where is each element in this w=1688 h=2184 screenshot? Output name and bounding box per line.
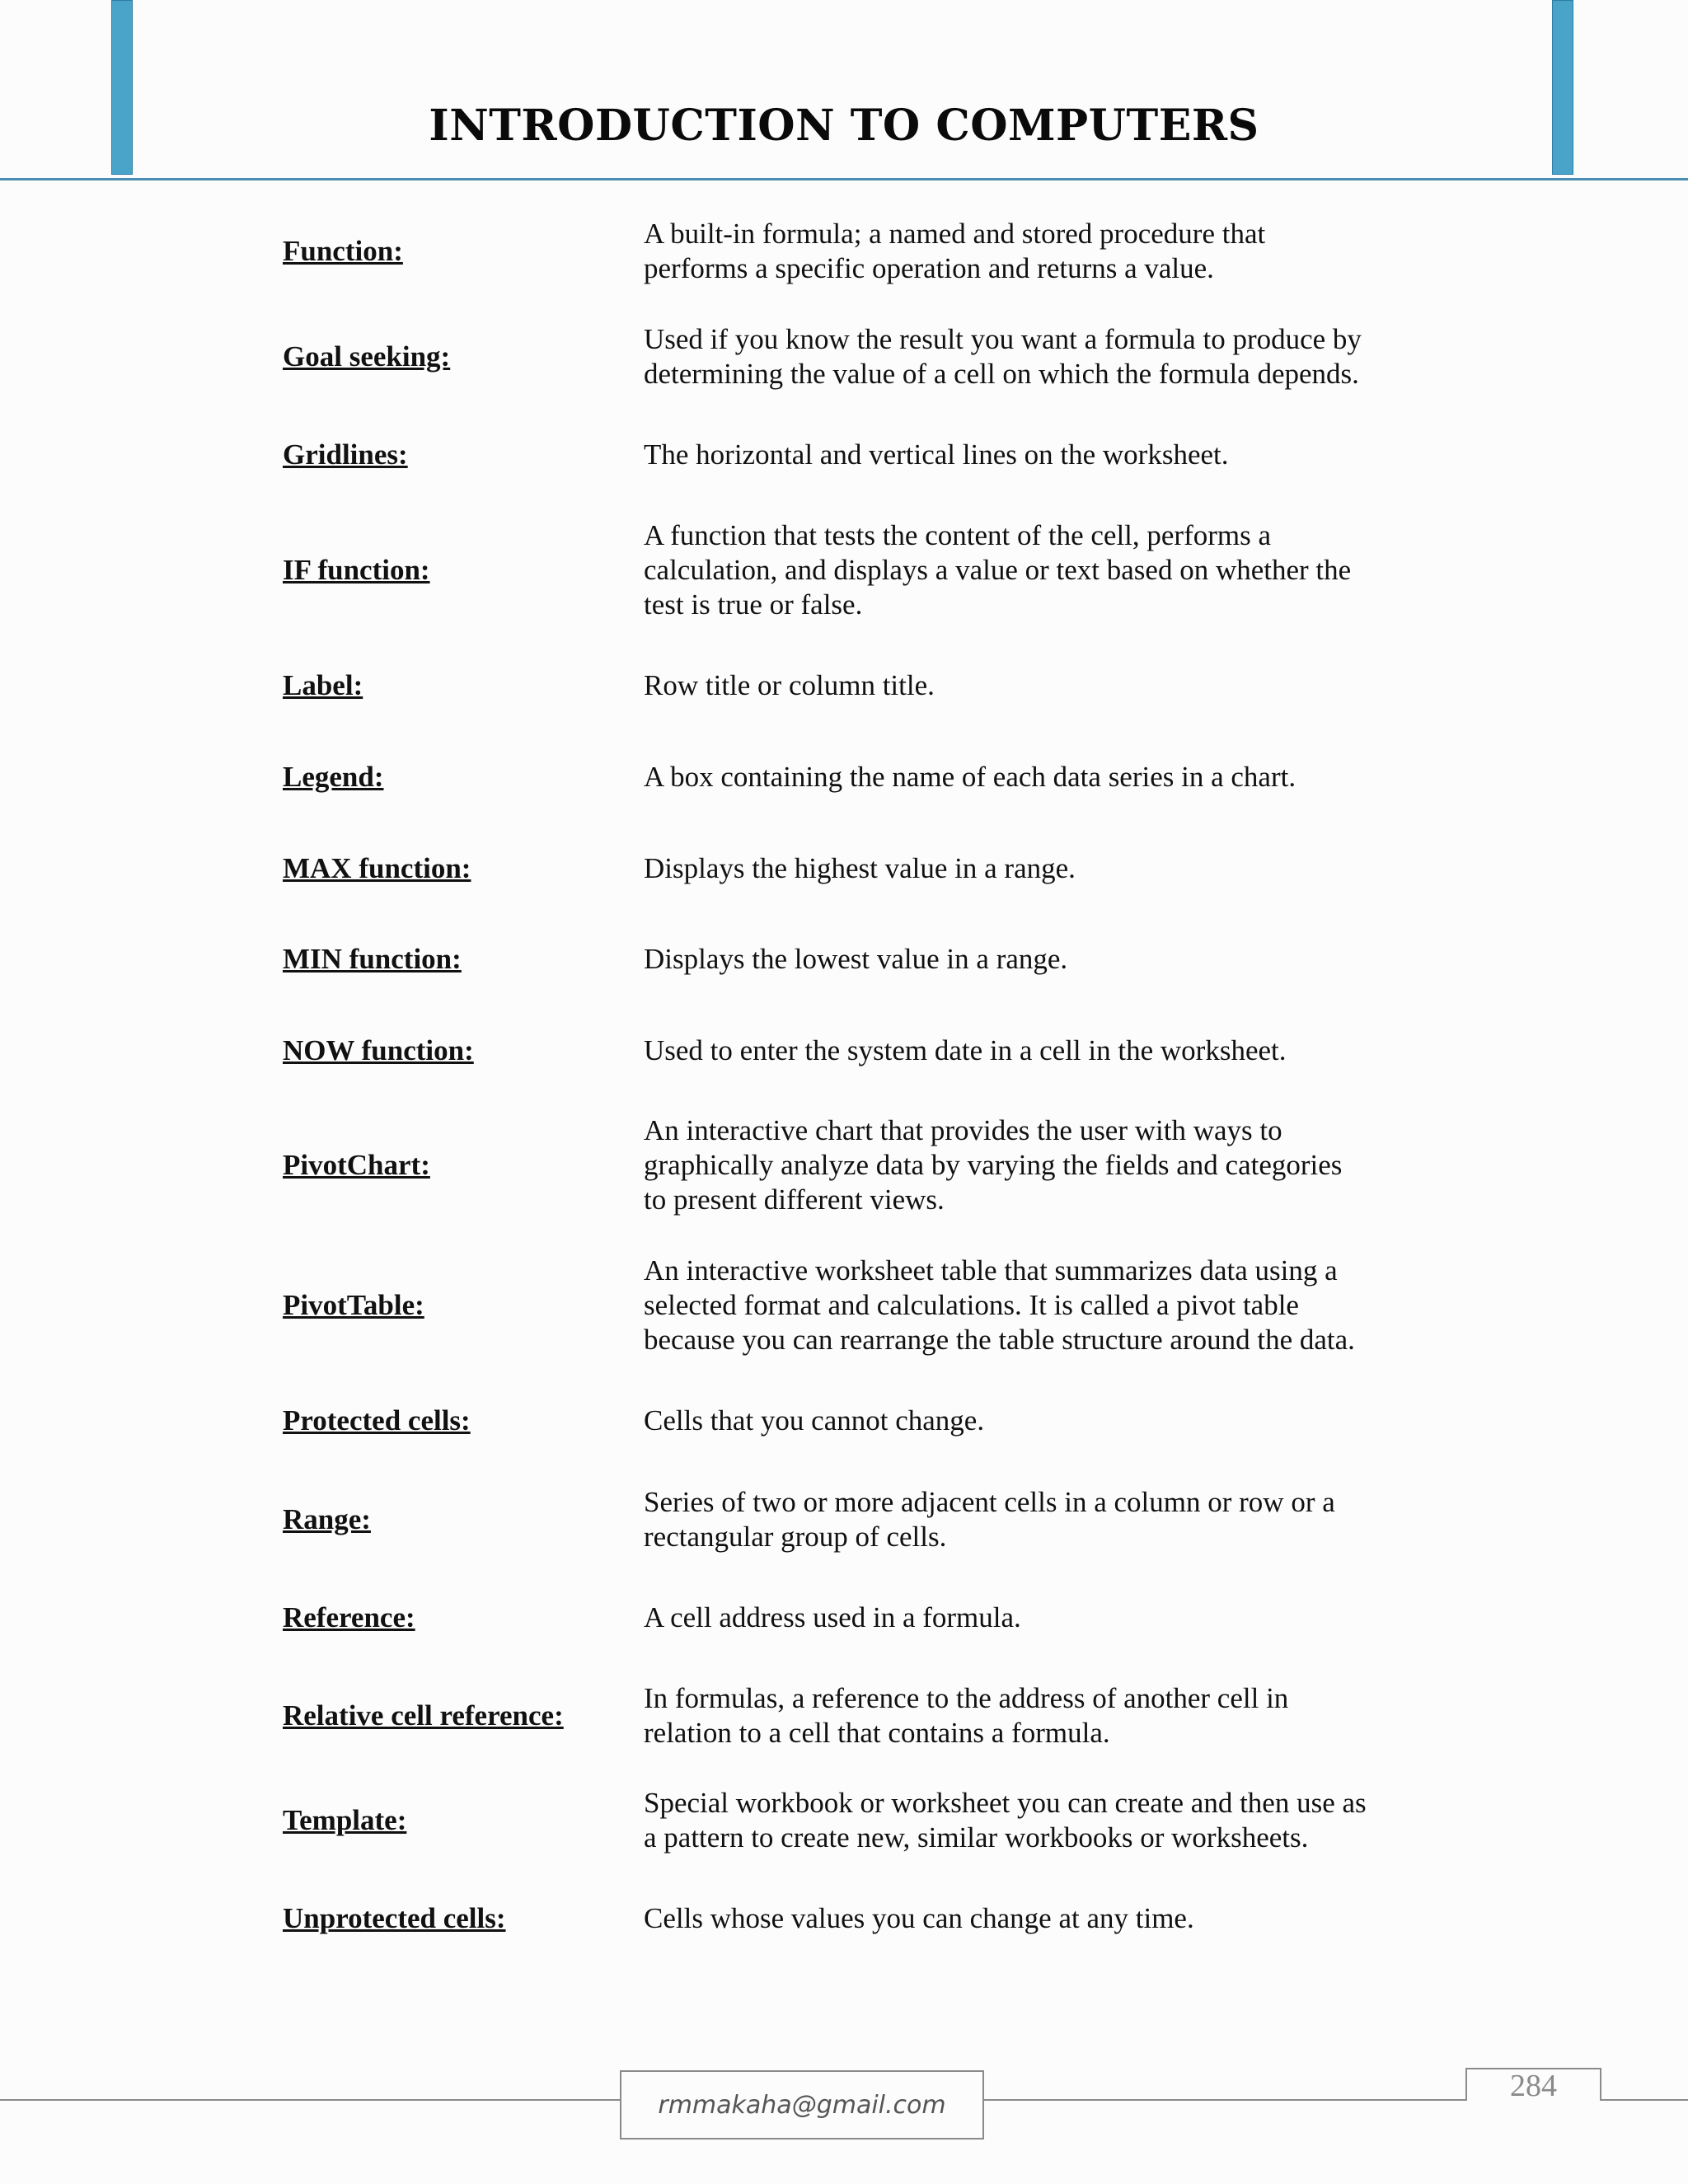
glossary-entry [0,1251,1688,1360]
footer-rule-right [1600,2099,1688,2101]
glossary-definition: An interactive chart that provides the user with ways to graphically analyze data by varying the fields and categories to present different views. [644,1114,1343,1216]
glossary-entry [0,1111,1688,1220]
glossary-definition: A built-in formula; a named and stored procedure that performs a specific operation and returns a value. [644,218,1266,284]
glossary-entry [0,1030,1688,1071]
glossary-definition: Cells that you cannot change. [644,1404,985,1436]
glossary-term: MIN function: [283,943,462,975]
glossary-definition: A function that tests the content of the cell, performs a calculation, and displays a value or text based on whether the test is true or false. [644,519,1352,621]
glossary-term: Protected cells: [283,1404,471,1436]
glossary-entry [0,1679,1688,1753]
glossary-term: Gridlines: [283,438,408,471]
glossary-term: NOW function: [283,1034,474,1066]
glossary-term: MAX function: [283,852,471,884]
glossary-term: PivotTable: [283,1289,424,1321]
glossary-definition: Row title or column title. [644,669,935,701]
glossary-term: Goal seeking: [283,340,451,373]
glossary-entry [0,757,1688,798]
glossary-entry [0,939,1688,980]
footer-email-text: rmmakaha@gmail.com [658,2090,946,2120]
glossary-definition: Special workbook or worksheet you can create and then use as a pattern to create new, similar workbooks or worksheets. [644,1787,1367,1854]
glossary-entry [0,320,1688,394]
footer-email [620,2070,984,2139]
glossary-definition: Used to enter the system date in a cell in the worksheet. [644,1034,1287,1066]
glossary-term: IF function: [283,554,430,586]
glossary-term: Template: [283,1804,407,1836]
glossary-definition: A cell address used in a formula. [644,1601,1021,1633]
page-number: 284 [1465,2068,1601,2101]
glossary-entry [0,1898,1688,1939]
glossary-definition: Displays the lowest value in a range. [644,943,1068,975]
footer-rule-middle [984,2099,1465,2101]
glossary-definition: An interactive worksheet table that summarizes data using a selected format and calculations. It is called a pivot table because you can rearrange the table structure around the data. [644,1254,1355,1356]
glossary-term: Function: [283,235,403,267]
glossary-term: Unprotected cells: [283,1902,506,1934]
glossary-definition: In formulas, a reference to the address of another cell in relation to a cell that contains a formula. [644,1682,1289,1749]
glossary-entry [0,516,1688,625]
glossary-definition: Series of two or more adjacent cells in a column or row or a rectangular group of cells. [644,1486,1335,1553]
glossary-entry [0,665,1688,706]
glossary-definition: The horizontal and vertical lines on the worksheet. [644,438,1229,471]
glossary-term: Relative cell reference: [283,1699,564,1732]
glossary-entry [0,434,1688,476]
glossary-definition: Cells whose values you can change at any time. [644,1902,1194,1934]
glossary-entry [0,1783,1688,1858]
footer-rule-left [0,2099,620,2101]
glossary-entry [0,1483,1688,1557]
glossary-entry [0,214,1688,288]
glossary-term: PivotChart: [283,1149,430,1181]
page-title: INTRODUCTION TO COMPUTERS [429,101,1259,151]
glossary-entry [0,1400,1688,1441]
glossary-definition: Used if you know the result you want a formula to produce by determining the value of a cell on which the formula depends. [644,323,1362,390]
glossary-definition: Displays the highest value in a range. [644,852,1076,884]
glossary-term: Range: [283,1503,371,1535]
glossary-entry [0,1597,1688,1638]
glossary-term: Legend: [283,761,384,793]
glossary-entry [0,848,1688,889]
glossary-definition: A box containing the name of each data series in a chart. [644,761,1296,793]
glossary-term: Label: [283,669,363,701]
glossary-term: Reference: [283,1601,415,1633]
